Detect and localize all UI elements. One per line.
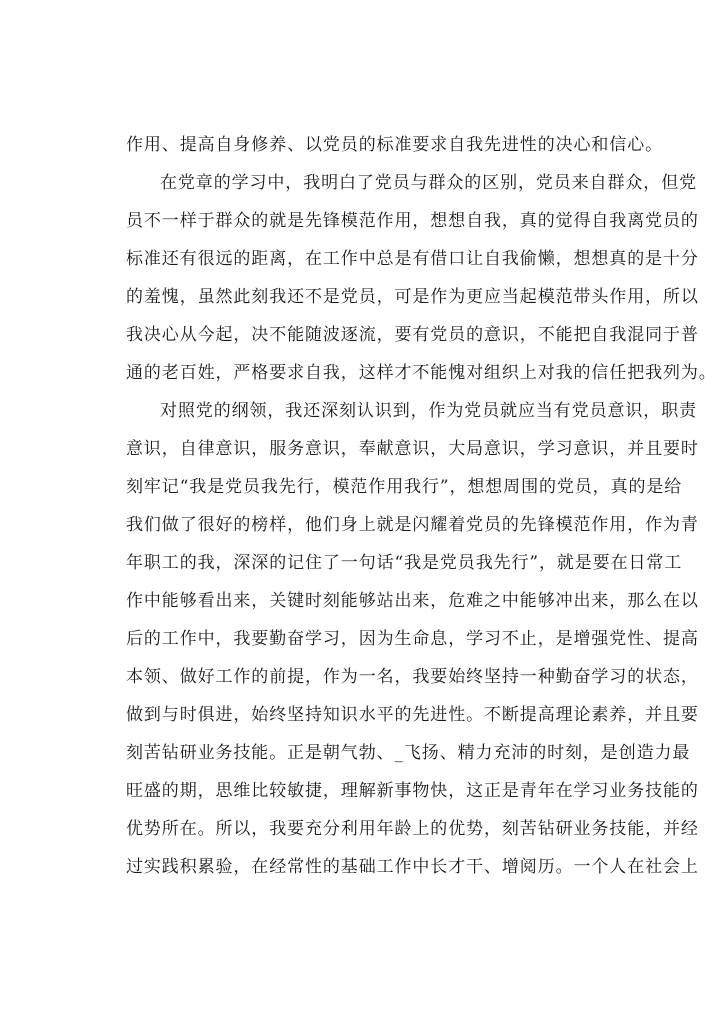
- text-line: 作用、提高自身修养、以党员的标准要求自我先进性的决心和信心。: [126, 135, 663, 155]
- text-line: 旺盛的期，思维比较敏捷，理解新事物快，这正是青年在学习业务技能的: [126, 781, 699, 801]
- text-line: 年职工的我，深深的记住了一句话“我是党员我先行”，就是要在日常工: [126, 553, 683, 573]
- text-line: 意识，自律意识，服务意识，奉献意识，大局意识，学习意识，并且要时: [126, 439, 699, 459]
- text-line: 本领、做好工作的前提，作为一名，我要始终坚持一种勤奋学习的状态，: [126, 667, 699, 687]
- text-line: 的羞愧，虽然此刻我还不是党员，可是作为更应当起模范带头作用，所以: [126, 287, 699, 307]
- text-line: 后的工作中，我要勤奋学习，因为生命息，学习不止，是增强党性、提高: [126, 629, 699, 649]
- text-line: 做到与时俱进，始终坚持知识水平的先进性。不断提高理论素养，并且要: [126, 705, 699, 725]
- text-line: 标准还有很远的距离，在工作中总是有借口让自我偷懒，想想真的是十分: [126, 249, 699, 269]
- text-line: 刻牢记“我是党员我先行，模范作用我行”，想想周围的党员，真的是给: [126, 477, 683, 497]
- paragraph: [126, 164, 717, 392]
- text-line: 在党章的学习中，我明白了党员与群众的区别，党员来自群众，但党: [160, 173, 697, 193]
- paragraph: [126, 392, 699, 886]
- text-line: 对照党的纲领，我还深刻认识到，作为党员就应当有党员意识，职责: [160, 401, 697, 421]
- text-line: 作中能够看出来，关键时刻能够站出来，危难之中能够冲出来，那么在以: [126, 591, 699, 611]
- text-line: 我们做了很好的榜样，他们身上就是闪耀着党员的先锋模范作用，作为青: [126, 515, 699, 535]
- text-line: 我决心从今起，决不能随波逐流，要有党员的意识，不能把自我混同于普: [126, 325, 699, 345]
- text-line: 优势所在。所以，我要充分利用年龄上的优势，刻苦钻研业务技能，并经: [126, 819, 699, 839]
- text-line: 员不一样于群众的就是先锋模范作用，想想自我，真的觉得自我离党员的: [126, 211, 699, 231]
- paragraph: [126, 126, 663, 164]
- text-line: 刻苦钻研业务技能。正是朝气勃、_飞扬、精力充沛的时刻，是创造力最: [126, 743, 691, 763]
- document-body: [126, 126, 717, 886]
- text-line: 过实践积累验，在经常性的基础工作中长才干、增阅历。一个人在社会上: [126, 857, 699, 877]
- text-line: 通的老百姓，严格要求自我，这样才不能愧对组织上对我的信任把我列为。: [126, 363, 717, 383]
